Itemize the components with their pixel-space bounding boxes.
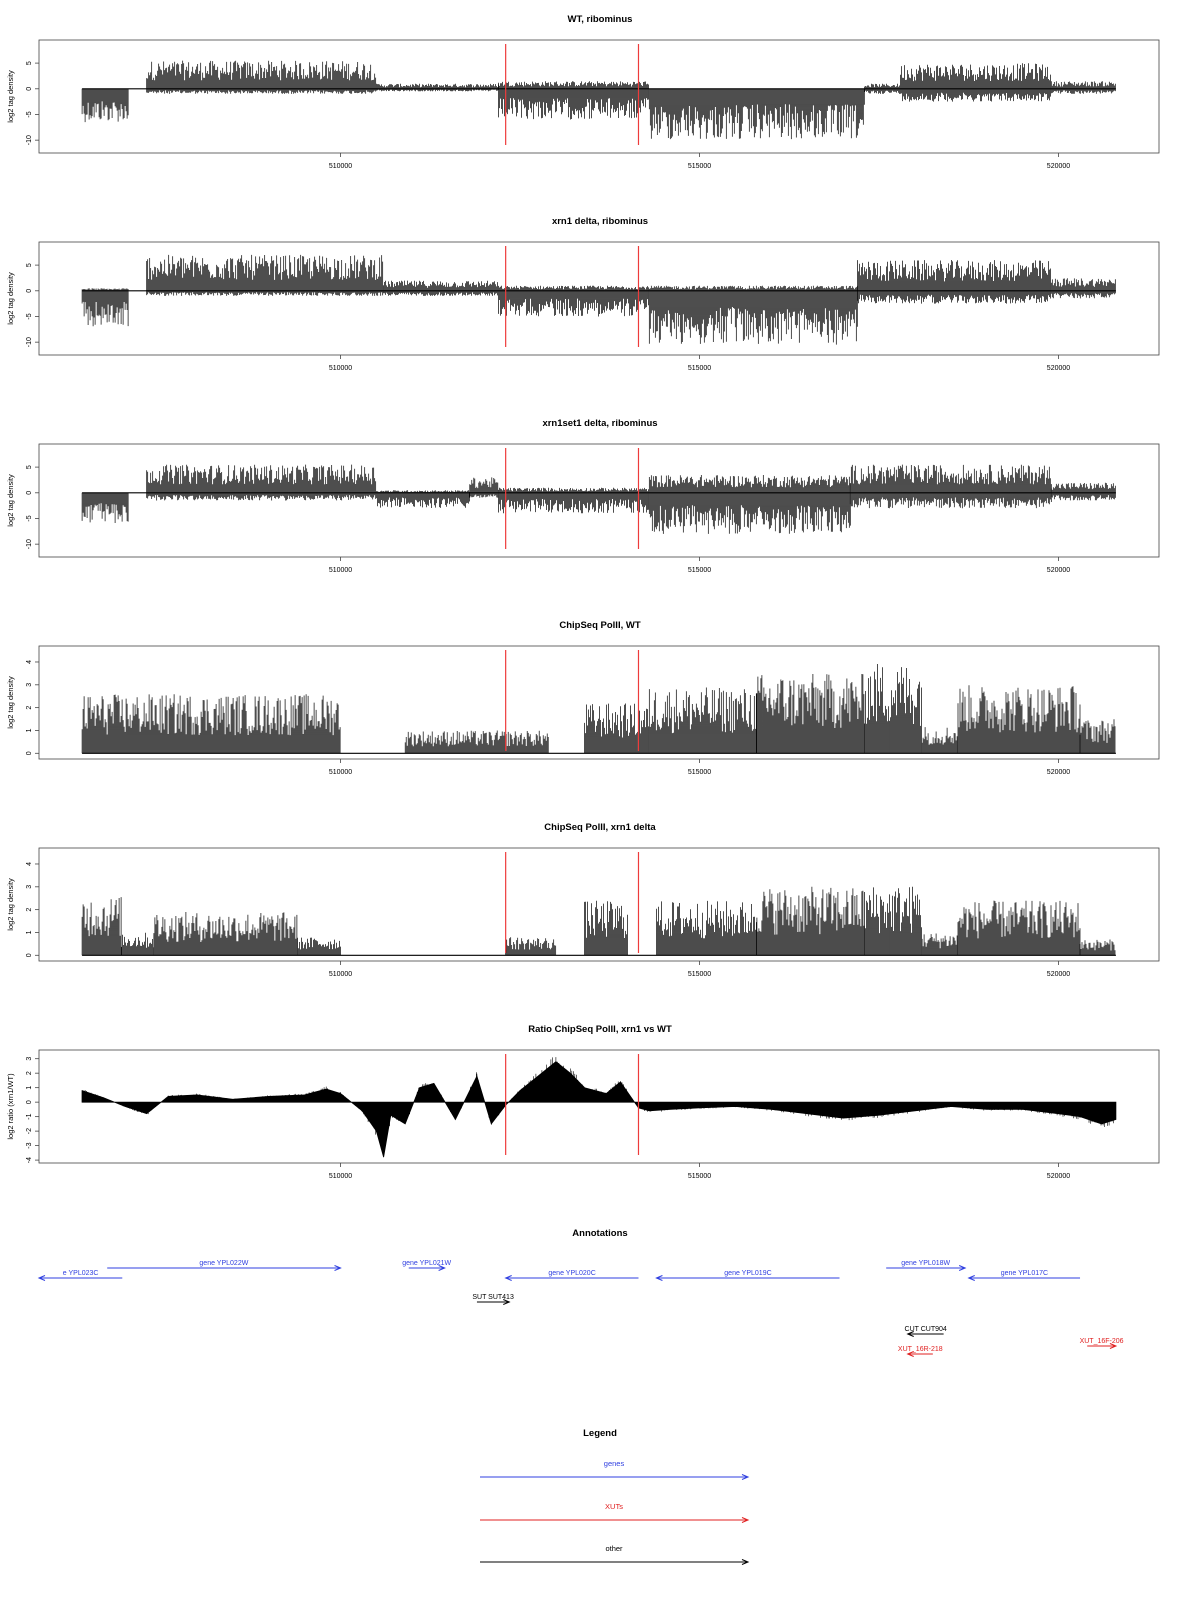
feature-label: CUT CUT904	[904, 1326, 947, 1333]
y-tick-label: 3	[26, 884, 33, 889]
x-tick-label: 515000	[687, 1173, 712, 1180]
data-series	[82, 255, 1116, 345]
y-tick-label: -1	[26, 1113, 33, 1120]
y-axis-label: log2 tag density	[6, 676, 15, 729]
plot-frame	[39, 242, 1159, 355]
x-tick-label: 520000	[1046, 971, 1071, 978]
chart-panel-1	[6, 14, 1159, 170]
data-segment-6	[585, 901, 628, 956]
data-segment-8	[1051, 81, 1115, 94]
data-segment-5	[506, 937, 556, 955]
data-segment-5	[499, 488, 649, 514]
data-segment-1	[82, 694, 340, 753]
feature-xut-16r-218	[898, 1346, 943, 1357]
y-tick-label: -5	[26, 515, 33, 522]
data-segment-2	[147, 465, 376, 501]
y-tick-label: 1	[26, 728, 33, 733]
data-segment-6	[649, 475, 850, 534]
feature-label: SUT SUT413	[472, 1294, 514, 1301]
legend	[480, 1428, 748, 1565]
x-tick-label: 510000	[328, 567, 353, 574]
data-segment-2	[147, 255, 383, 296]
y-tick-label: -10	[26, 337, 33, 348]
ratio-area	[82, 1062, 1116, 1158]
legend-title: Legend	[583, 1428, 617, 1439]
chart-panel-6	[6, 1024, 1159, 1180]
y-tick-label: 1	[26, 930, 33, 935]
y-tick-label: -5	[26, 313, 33, 320]
data-segment-6	[858, 260, 1051, 304]
y-axis-label: log2 tag density	[6, 70, 15, 123]
y-tick-label: 3	[26, 1056, 33, 1061]
legend-label: other	[605, 1544, 623, 1553]
legend-item-xuts	[480, 1502, 748, 1523]
feature-label: e YPL023C	[62, 1270, 99, 1277]
data-segment-5	[649, 89, 864, 139]
feature-gene-ypl021w	[402, 1260, 451, 1271]
x-tick-label: 515000	[687, 365, 712, 372]
data-segment-10	[922, 934, 957, 956]
y-tick-label: 2	[26, 1071, 33, 1076]
y-tick-label: 1	[26, 1085, 33, 1090]
data-segment-2	[122, 933, 154, 956]
data-segment-3	[384, 281, 498, 296]
y-tick-label: 0	[26, 288, 33, 293]
chart-title: ChipSeq PolII, xrn1 delta	[544, 822, 656, 833]
feature-label: gene YPL017C	[1000, 1270, 1049, 1277]
chart-panel-4	[6, 620, 1159, 776]
legend-label: XUTs	[605, 1502, 623, 1511]
data-segment-9	[1080, 719, 1115, 753]
data-segment-4	[470, 477, 498, 497]
y-tick-label: 0	[26, 1100, 33, 1105]
chart-title: xrn1set1 delta, ribominus	[542, 418, 658, 429]
data-segment-1	[82, 288, 128, 326]
feature-sut-sut413	[472, 1294, 514, 1305]
x-tick-label: 520000	[1046, 365, 1071, 372]
feature-label: XUT_16F-206	[1079, 1338, 1124, 1345]
y-tick-label: -3	[26, 1142, 33, 1149]
feature-label: XUT_16R-218	[897, 1346, 943, 1353]
chart-title: ChipSeq PolII, WT	[559, 620, 641, 631]
y-tick-label: 2	[26, 705, 33, 710]
data-segment-8	[1051, 483, 1115, 501]
legend-item-other	[480, 1544, 748, 1565]
feature-e-ypl023c	[39, 1270, 122, 1281]
feature-gene-ypl017c	[969, 1270, 1080, 1281]
x-tick-label: 520000	[1046, 769, 1071, 776]
y-tick-label: 3	[26, 682, 33, 687]
y-tick-label: -2	[26, 1128, 33, 1135]
data-segment-4	[499, 81, 649, 119]
x-tick-label: 520000	[1046, 567, 1071, 574]
y-tick-label: -10	[26, 539, 33, 550]
x-tick-label: 510000	[328, 971, 353, 978]
y-tick-label: 5	[26, 263, 33, 268]
data-segment-7	[656, 901, 756, 955]
y-tick-label: 0	[26, 751, 33, 756]
x-tick-label: 510000	[328, 365, 353, 372]
feature-label: gene YPL020C	[548, 1270, 596, 1277]
legend-label: genes	[603, 1459, 625, 1468]
legend-item-genes	[480, 1459, 748, 1480]
x-tick-label: 520000	[1046, 163, 1071, 170]
data-segment-3	[154, 912, 297, 955]
data-series	[82, 61, 1116, 140]
data-series	[82, 1057, 1116, 1157]
feature-label: gene YPL019C	[724, 1270, 772, 1277]
data-series	[82, 465, 1116, 534]
x-tick-label: 510000	[328, 769, 353, 776]
feature-cut-cut904	[905, 1326, 947, 1337]
y-tick-label: -5	[26, 111, 33, 118]
data-segment-5	[649, 286, 857, 345]
x-tick-label: 515000	[687, 971, 712, 978]
x-tick-label: 515000	[687, 163, 712, 170]
data-series	[82, 887, 1116, 956]
y-tick-label: 2	[26, 907, 33, 912]
data-segment-1	[82, 493, 128, 523]
annotations-title: Annotations	[572, 1228, 628, 1239]
data-segment-4	[649, 688, 756, 754]
x-tick-label: 520000	[1046, 1173, 1071, 1180]
y-axis-label: log2 tag density	[6, 272, 15, 325]
data-segment-2	[405, 731, 548, 754]
y-axis-label: log2 tag density	[6, 474, 15, 527]
chart-title: Ratio ChipSeq PolII, xrn1 vs WT	[528, 1024, 672, 1035]
data-segment-12	[1080, 940, 1115, 956]
plot-frame	[39, 40, 1159, 153]
y-tick-label: 4	[26, 660, 33, 664]
data-segment-8	[958, 685, 1080, 753]
y-tick-label: 5	[26, 61, 33, 66]
data-segment-1	[82, 89, 128, 122]
chart-title: WT, ribominus	[567, 14, 633, 25]
x-tick-label: 510000	[328, 163, 353, 170]
chart-panel-5	[6, 822, 1159, 978]
data-segment-11	[958, 901, 1080, 956]
feature-label: gene YPL018W	[901, 1260, 951, 1267]
feature-gene-ypl019c	[656, 1270, 839, 1281]
y-tick-label: -10	[26, 135, 33, 146]
annotations-track	[39, 1228, 1124, 1357]
y-tick-label: 4	[26, 862, 33, 866]
feature-label: gene YPL022W	[199, 1260, 249, 1267]
x-tick-label: 515000	[687, 769, 712, 776]
chart-panel-3	[6, 418, 1159, 574]
feature-gene-ypl022w	[107, 1260, 340, 1271]
data-segment-5	[757, 674, 864, 753]
data-segment-7	[922, 727, 957, 753]
y-tick-label: -4	[26, 1156, 33, 1164]
feature-gene-ypl018w	[886, 1260, 965, 1271]
data-segment-8	[757, 887, 864, 956]
y-tick-label: 5	[26, 465, 33, 470]
data-segment-7	[850, 465, 1051, 509]
feature-label: gene YPL021W	[402, 1260, 452, 1267]
data-segment-6	[865, 664, 922, 753]
y-tick-label: 0	[26, 86, 33, 91]
data-segment-9	[865, 887, 922, 956]
feature-xut-16f-206	[1080, 1338, 1124, 1349]
chart-title: xrn1 delta, ribominus	[551, 216, 649, 227]
x-tick-label: 515000	[687, 567, 712, 574]
chart-panel-2	[6, 216, 1159, 372]
data-segment-7	[1051, 278, 1115, 298]
y-tick-label: 0	[26, 953, 33, 958]
y-axis-label: log2 ratio (xrn1/WT)	[6, 1073, 15, 1140]
data-segment-7	[901, 63, 1051, 101]
y-tick-label: 0	[26, 490, 33, 495]
y-axis-label: log2 tag density	[6, 878, 15, 931]
data-segment-3	[376, 84, 498, 92]
data-segment-1	[82, 897, 121, 955]
x-tick-label: 510000	[328, 1173, 353, 1180]
feature-gene-ypl020c	[506, 1270, 639, 1281]
data-series	[82, 664, 1116, 753]
data-segment-4	[298, 938, 341, 956]
